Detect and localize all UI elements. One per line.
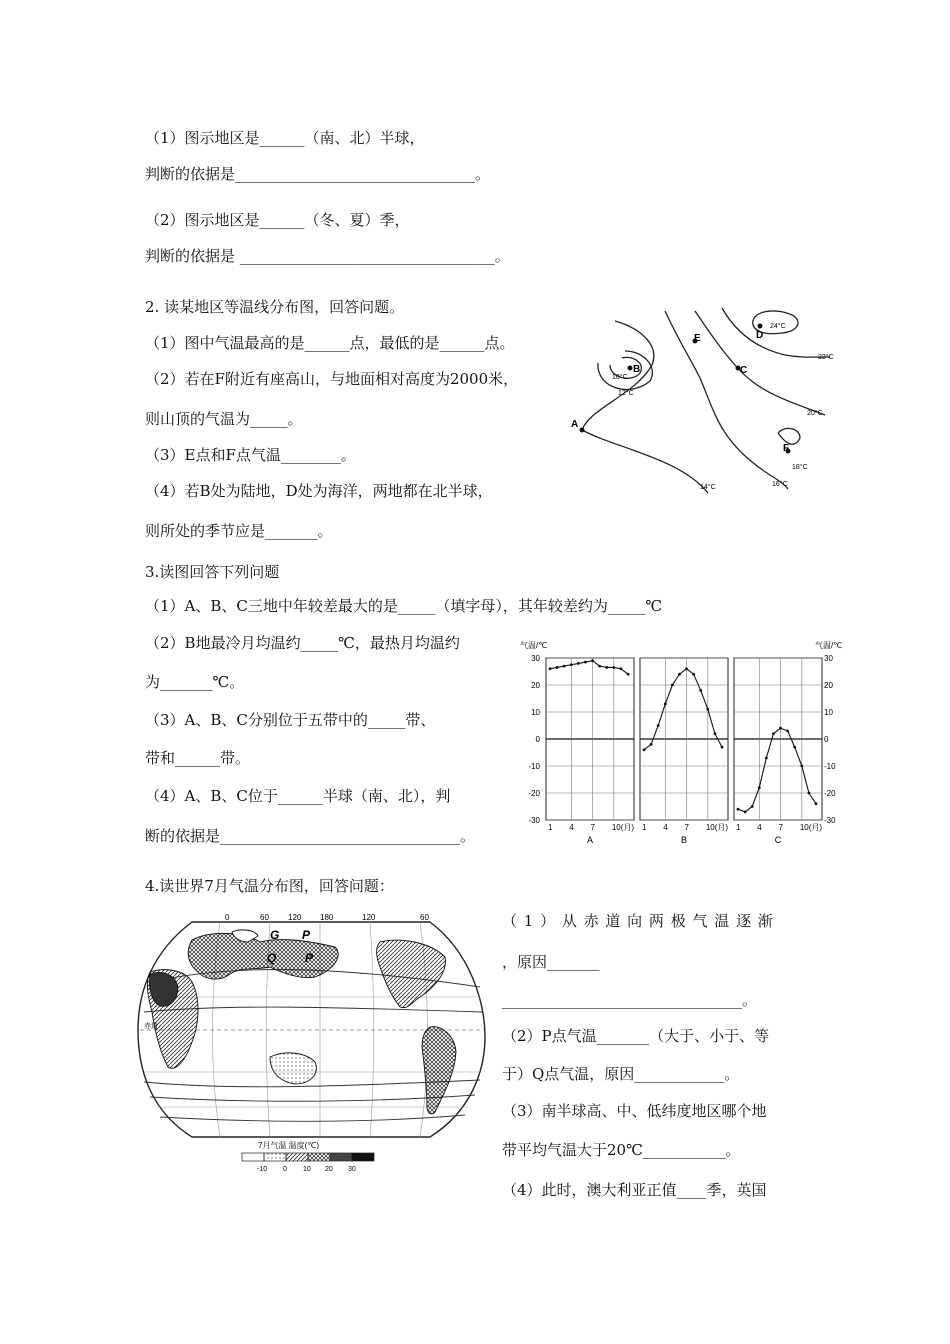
q4-line-3: ________________________________。 [502, 991, 758, 1009]
q1-line-4: 判断的依据是 __________________________________。 [145, 247, 510, 265]
x-tick-B-3: 10(月) [705, 823, 729, 832]
lon-label-120w: 120 [362, 913, 376, 922]
point-C-1 [737, 808, 740, 811]
point-B-2 [650, 743, 653, 746]
q2-line-2: （2）若在F附近有座高山，与地面相对高度为2000米， [145, 370, 519, 388]
series-label-B: B [680, 835, 688, 845]
isotherm-label-16: 16°C [772, 481, 788, 488]
legend-value-2: 10 [303, 1166, 311, 1173]
y-tick-left-1: 20 [531, 681, 540, 690]
point-B-10 [706, 708, 709, 711]
y-tick-left-4: -10 [528, 762, 540, 771]
point-A-7 [591, 659, 594, 662]
map-point-q: Q [267, 951, 277, 965]
map-point-f: F [783, 443, 790, 454]
x-tick-B-1: 4 [663, 823, 668, 832]
q4-title: 4.读世界7月气温分布图，回答问题： [145, 877, 394, 895]
map-point-a: A [571, 419, 579, 430]
isotherm-label-10: 10°C [612, 374, 628, 381]
y-tick-left-2: 10 [531, 708, 540, 717]
y-tick-left-5: -20 [528, 789, 540, 798]
map-point-e: E [694, 333, 701, 344]
point-A-11 [620, 667, 623, 670]
series-line-A [550, 661, 628, 675]
series-line-C [738, 728, 816, 812]
point-B-4 [664, 703, 667, 706]
point-B-12 [721, 746, 724, 749]
point-A-10 [612, 666, 615, 669]
isotherm-label-22: 22°C [818, 354, 834, 361]
point-C-9 [793, 746, 796, 749]
y-tick-right-6: -30 [824, 816, 836, 825]
y-tick-right-1: 20 [824, 681, 833, 690]
point-B-1 [643, 748, 646, 751]
lon-label-60w: 60 [420, 913, 429, 922]
q2-line-5: （4）若B处为陆地，D处为海洋，两地都在北半球， [145, 482, 493, 500]
q1-line-3: （2）图示地区是______（冬、夏）季， [145, 211, 410, 229]
q2-line-6: 则所处的季节应是_______。 [145, 522, 333, 540]
point-A-9 [605, 666, 608, 669]
y-tick-right-3: 0 [824, 735, 829, 744]
y-tick-right-4: -10 [824, 762, 836, 771]
isotherm-label-12: 12°C [618, 390, 634, 397]
point-C-4 [758, 786, 761, 789]
q2-line-1: （1）图中气温最高的是______点，最低的是______点。 [145, 334, 515, 352]
point-B-7 [685, 667, 688, 670]
x-tick-C-2: 7 [778, 823, 783, 832]
point-C-6 [772, 732, 775, 735]
point-C-2 [744, 811, 747, 814]
q4-line-5: 于）Q点气温，原因____________。 [502, 1065, 740, 1083]
point-C-5 [765, 757, 768, 760]
isotherm-label-14: 14°C [700, 484, 716, 491]
point-A-8 [598, 665, 601, 668]
point-A-5 [577, 662, 580, 665]
x-tick-B-0: 1 [642, 823, 647, 832]
lon-label-120: 120 [288, 913, 302, 922]
climate-charts [518, 636, 848, 848]
q3-line-6: （4）A、B、C位于______半球（南、北），判 [145, 787, 451, 805]
point-C-3 [751, 805, 754, 808]
y-axis-label-right: 气温/℃ [815, 641, 843, 650]
x-tick-A-2: 7 [590, 823, 595, 832]
y-axis-label-left: 气温/℃ [520, 641, 548, 650]
isotherm-map [560, 303, 850, 498]
x-tick-C-1: 4 [757, 823, 762, 832]
q3-line-2: （2）B地最冷月均温约_____℃，最热月均温约 [145, 634, 460, 652]
q4-line-8: （4）此时，澳大利亚正值____季，英国 [502, 1181, 767, 1199]
point-A-1 [549, 667, 552, 670]
series-label-C: C [774, 835, 782, 845]
x-tick-C-0: 1 [736, 823, 741, 832]
map-point-p: P [302, 928, 311, 942]
point-A-2 [556, 666, 559, 669]
legend-value-0: -10 [257, 1166, 268, 1173]
point-A-4 [570, 663, 573, 666]
legend-title: 7月气温 温度(℃) [258, 1141, 319, 1150]
q2-title: 2. 读某地区等温线分布图，回答问题。 [145, 298, 405, 316]
x-tick-B-2: 7 [684, 823, 689, 832]
point-B-6 [678, 673, 681, 676]
map-point-p-2: P [305, 951, 314, 965]
legend-value-1: 0 [283, 1166, 287, 1173]
point-B-11 [714, 732, 717, 735]
series-label-A: A [586, 835, 594, 845]
q3-line-7: 断的依据是________________________________。 [145, 827, 476, 845]
point-B-5 [671, 684, 674, 687]
y-tick-left-6: -30 [528, 816, 540, 825]
y-tick-left-3: 0 [535, 735, 540, 744]
q1-line-1: （1）图示地区是______（南、北）半球， [145, 129, 425, 147]
point-C-12 [815, 802, 818, 805]
x-tick-A-1: 4 [569, 823, 574, 832]
point-C-8 [786, 730, 789, 733]
q3-line-1: （1）A、B、C三地中年较差最大的是_____（填字母），其年较差约为_____℃ [145, 597, 663, 615]
legend-value-4: 30 [348, 1166, 356, 1173]
q1-line-2: 判断的依据是________________________________。 [145, 165, 491, 183]
isotherm-label-18: 18°C [792, 464, 808, 471]
legend-value-3: 20 [325, 1166, 333, 1173]
point-C-10 [800, 765, 803, 768]
x-tick-A-0: 1 [548, 823, 553, 832]
q3-line-3: 为_______℃。 [145, 673, 245, 691]
map-point-b: B [633, 364, 641, 375]
map-point-c: C [740, 365, 748, 376]
q3-title: 3.读图回答下列问题 [145, 563, 280, 581]
point-B-3 [657, 724, 660, 727]
point-A-3 [563, 665, 566, 668]
x-tick-A-3: 10(月) [611, 823, 635, 832]
point-B-9 [699, 689, 702, 692]
y-tick-left-0: 30 [531, 654, 540, 663]
point-C-11 [808, 792, 811, 795]
isotherm-label-20: 20°C [807, 410, 823, 417]
q3-line-5: 带和______带。 [145, 749, 251, 767]
q2-line-4: （3）E点和F点气温________。 [145, 446, 356, 464]
y-tick-right-0: 30 [824, 654, 833, 663]
q3-line-4: （3）A、B、C分别位于五带中的_____带、 [145, 711, 436, 729]
y-tick-right-5: -20 [824, 789, 836, 798]
x-tick-C-3: 10(月) [799, 823, 823, 832]
q4-line-6: （3）南半球高、中、低纬度地区哪个地 [502, 1102, 767, 1120]
y-tick-right-2: 10 [824, 708, 833, 717]
world-july-temperature-map [130, 912, 490, 1187]
point-B-8 [692, 673, 695, 676]
lon-label-180: 180 [320, 913, 334, 922]
point-A-12 [627, 673, 630, 676]
q4-line-7: 带平均气温大于20℃___________。 [502, 1141, 741, 1159]
q4-line-2: ，原因_______ [502, 953, 600, 971]
isotherm-label-24: 24°C [770, 323, 786, 330]
map-point-g: G [270, 928, 280, 942]
equator-label: 赤道 [144, 1023, 158, 1030]
lon-label-0: 0 [225, 913, 230, 922]
point-A-6 [584, 661, 587, 664]
lon-label-60: 60 [260, 913, 269, 922]
q4-line-1: （ 1 ） 从 赤 道 向 两 极 气 温 逐 渐 [502, 912, 774, 930]
q2-line-3: 则山顶的气温为_____。 [145, 410, 303, 428]
series-line-B [644, 669, 722, 750]
point-C-7 [779, 727, 782, 730]
map-point-d: D [756, 330, 764, 341]
q4-line-4: （2）P点气温_______（大于、小于、等 [502, 1027, 770, 1045]
